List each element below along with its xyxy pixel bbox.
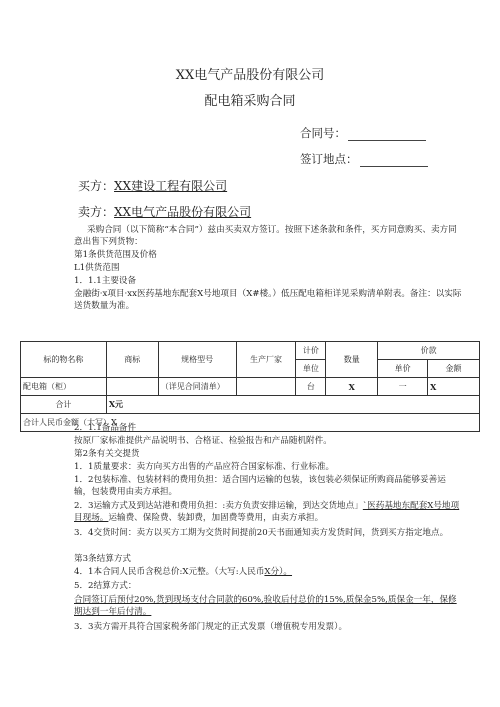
article3-title: 第3条结算方式 <box>74 554 132 564</box>
cell-brand <box>106 378 158 396</box>
header-unit-price: 单价 <box>378 360 428 378</box>
header-pricing: 计价 <box>296 342 326 360</box>
section-1-1-2: 2．1.1备品备件 <box>74 423 137 433</box>
clause-2-3-cost: 运输费、保险费、装卸费，加固费等费用，由卖方承担。 <box>108 513 324 524</box>
sign-place-line <box>300 151 428 167</box>
goods-table <box>20 341 480 432</box>
cell-price: 一 <box>378 378 428 396</box>
article1-title: 第1条供货范围及价格 <box>74 250 157 260</box>
contract-number-blank <box>348 128 426 141</box>
cell-unit: 台 <box>296 378 326 396</box>
header-amount: 金额 <box>428 360 480 378</box>
seller-name: XX电气产品股份有限公司 <box>114 205 252 219</box>
section-1-1: L1供货范围 <box>74 263 120 273</box>
contract-title: 配电箱采购合同 <box>204 94 296 109</box>
seller-label: 卖方： <box>78 205 115 219</box>
clause-2-3-site: `医药基地东配套X号地项目现场。 <box>74 501 460 524</box>
intro-paragraph: 采购合同（以下简称“本合同”）兹由买卖双方签订。按照下述条款和条件，买方同意购买、卖方同意出售下列货物： <box>74 225 457 248</box>
header-maker: 生产厂家 <box>236 342 296 378</box>
total-label: 合计 <box>21 396 107 414</box>
total-value: X元 <box>106 396 479 414</box>
contract-number-line <box>300 125 426 141</box>
cell-qty: X <box>326 378 378 396</box>
main-equipment-text: 金融街·x项目·xx医药基地东配套X号地项目（X#楼。）低压配电箱柜详见采购清单附表。备注：以实际送货数量为准。 <box>74 289 462 312</box>
header-payment: 价款 <box>378 342 480 360</box>
header-spec: 规格型号 <box>158 342 236 378</box>
clause-3-2: 5．2结算方式： <box>74 581 137 591</box>
seller-line <box>78 203 251 220</box>
cell-maker <box>236 378 296 396</box>
clause-3-1 <box>74 566 292 578</box>
company-title: XX电气产品股份有限公司 <box>175 68 325 83</box>
sign-place-label: 签订地点： <box>300 152 358 166</box>
header-name: 标的物名称 <box>21 342 107 378</box>
section-1-1-1: 1．1.1主要设备 <box>74 276 137 286</box>
buyer-label: 买方： <box>78 179 115 193</box>
article2-title: 第2条有关交提货 <box>74 449 140 459</box>
clause-3-3: 3．3卖方需开具符合国家税务部门规定的正式发票（增值税专用发票）。 <box>74 622 348 632</box>
payment-terms-text: 合同签订后预付20%,货到现场支付合同款的60%,验收后付总价的15%,质保金5%,质保金一年，保修期达到一年后付清。 <box>74 595 457 618</box>
header-qty: 数量 <box>326 342 378 378</box>
header-unit: 单位 <box>296 360 326 378</box>
clause-2-2: 1．2包装标准、包装材料的费用负担：适合国内运输的包装，该包装必须保证所购商品能够妥善运输，包装费用由卖方承担。 <box>74 475 446 498</box>
header-brand: 商标 <box>106 342 158 378</box>
cell-amount: X <box>428 378 480 396</box>
sign-place-blank <box>360 154 428 167</box>
buyer-line <box>78 177 227 194</box>
total-row <box>21 396 480 414</box>
clause-2-1: 1．1质量要求：卖方向买方出售的产品应符合国家标准、行业标准。 <box>74 462 335 472</box>
table-header-row <box>21 342 480 360</box>
contract-number-label: 合同号： <box>300 126 346 140</box>
cell-spec: （详见合同清单） <box>158 378 236 396</box>
spare-parts-text: 按原厂家标准提供产品说明书、合格证、检验报告和产品随机附件。 <box>74 436 332 446</box>
buyer-name: XX建设工程有限公司 <box>114 179 228 193</box>
clause-3-1-amount: X分）。 <box>264 567 293 577</box>
table-row <box>21 378 480 396</box>
clause-2-3 <box>74 500 462 525</box>
rmb-amount: 合计人民币金额（大写）X <box>21 414 480 432</box>
clause-3-1-text: 4．1本合同人民币含税总价:X元整。（大写:人民币 <box>74 567 265 577</box>
cell-name: 配电箱（柜） <box>21 378 107 396</box>
clause-2-4: 3．4交货时间：卖方以买方工期为交货时间提前20天书面通知卖方发货时间，货到买方指定地点。 <box>74 528 449 538</box>
clause-2-3-text: 2．3运输方式及到达站港和费用负担：:卖方负责安排运输，到达交货地点」 <box>74 501 363 511</box>
